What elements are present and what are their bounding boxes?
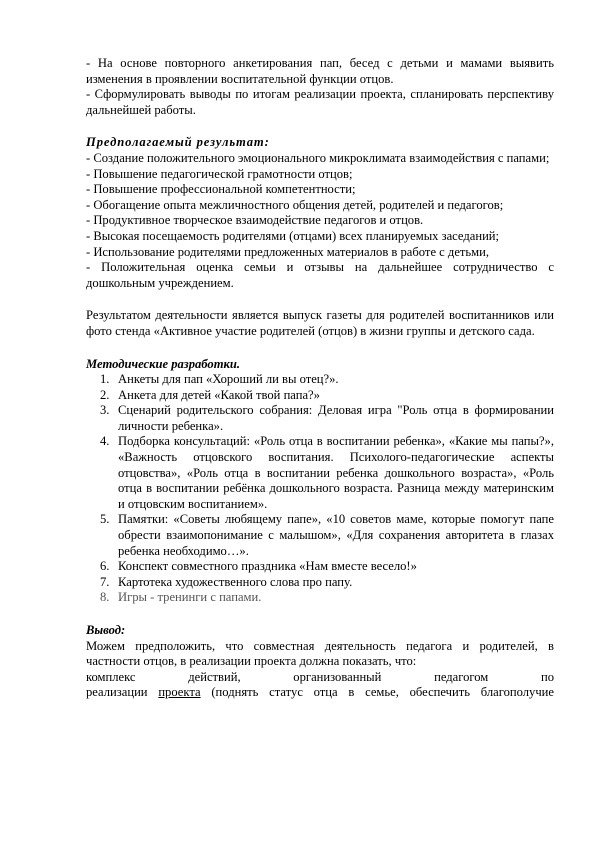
- list-item-text: Картотека художественного слова про папу.: [118, 574, 353, 589]
- list-number: 6.: [100, 559, 110, 574]
- document-body: [86, 56, 554, 701]
- list-item-text: Анкета для детей «Какой твой папа?»: [118, 387, 320, 402]
- intro-section: [86, 56, 554, 118]
- result-item: - Повышение профессиональной компетентности;: [86, 182, 356, 197]
- result-item: - Положительная оценка семьи и отзывы на дальнейшее сотрудничество с дошкольным учреждением.: [86, 260, 554, 290]
- result-item: - Создание положительного эмоционального микроклимата взаимодействия с папами;: [86, 150, 550, 165]
- result-item: - Использование родителями предложенных материалов в работе с детьми,: [86, 244, 490, 259]
- methods-list-item: [86, 575, 554, 591]
- result-item: - Высокая посещаемость родителями (отцами) всех планируемых заседаний;: [86, 228, 500, 243]
- methods-list-item: [86, 372, 554, 388]
- expected-result-section: [86, 135, 554, 291]
- conclusion-heading: Вывод:: [86, 623, 126, 637]
- list-number: 3.: [100, 403, 110, 418]
- methods-section: [86, 357, 554, 607]
- methods-list: [86, 372, 554, 606]
- methods-list-item: [86, 590, 554, 606]
- project-link[interactable]: проекта: [158, 685, 201, 700]
- conclusion-paragraph: Можем предположить, что совместная деятельность педагога и родителей, в частности отцов, в реализации проекта должна показать, что:: [86, 638, 554, 669]
- list-number: 2.: [100, 387, 110, 402]
- list-number: 7.: [100, 574, 110, 589]
- methods-heading: Методические разработки.: [86, 356, 241, 371]
- conclusion-section: [86, 623, 554, 701]
- methods-list-item: [86, 434, 554, 512]
- list-item-text: Конспект совместного праздника «Нам вместе весело!»: [118, 559, 417, 574]
- methods-list-item: [86, 403, 554, 434]
- list-item-text: Анкеты для пап «Хороший ли вы отец?».: [118, 372, 339, 387]
- list-item-text: Памятки: «Советы любящему папе», «10 советов маме, которые помогут папе обрести взаимопонимание с малышом», «Для сохранения авторитета в глазах ребенка необходимо…».: [118, 512, 554, 558]
- methods-list-item: [86, 559, 554, 575]
- list-item-text: Подборка консультаций: «Роль отца в воспитании ребенка», «Какие мы папы?», «Важность отцовского воспитания. Психолого-педагогические аспекты отцовства», «Роль отца в воспитании ребенка дошкольного возраста», «Роль отца в воспитании ребёнка дошкольного возраста. Разница между материнским и отцовским воспитанием».: [118, 434, 554, 511]
- list-item-text: Игры - тренинги с папами.: [118, 590, 262, 605]
- activity-result-paragraph: Результатом деятельности является выпуск газеты для родителей воспитанников или фото стенда «Активное участие родителей (отцов) в жизни группы и детского сада.: [86, 308, 554, 338]
- activity-result-section: [86, 308, 554, 339]
- list-item-text: Сценарий родительского собрания: Деловая игра "Роль отца в формировании личности ребенка».: [118, 403, 554, 433]
- result-item: - Обогащение опыта межличностного общения детей, родителей и педагогов;: [86, 197, 504, 212]
- expected-result-heading: Предполагаемый результат:: [86, 135, 270, 150]
- conclusion-line: [86, 685, 554, 701]
- intro-item: - Сформулировать выводы по итогам реализации проекта, спланировать перспективу дальнейшей работы.: [86, 87, 554, 117]
- conclusion-text: реализации: [86, 685, 159, 700]
- list-number: 5.: [100, 512, 110, 527]
- result-item: - Повышение педагогической грамотности отцов;: [86, 166, 353, 181]
- conclusion-line: комплекс действий, организованный педагогом по: [86, 669, 554, 684]
- methods-list-item: [86, 388, 554, 404]
- list-number: 1.: [100, 372, 110, 387]
- result-item: - Продуктивное творческое взаимодействие педагогов и отцов.: [86, 213, 424, 228]
- intro-item: - На основе повторного анкетирования пап, бесед с детьми и мамами выявить изменения в проявлении воспитательной функции отцов.: [86, 56, 554, 86]
- methods-list-item: [86, 512, 554, 559]
- list-number: 8.: [100, 590, 110, 605]
- conclusion-text: (поднять статус отца в семье, обеспечить благополучие: [200, 685, 554, 700]
- list-number: 4.: [100, 434, 110, 449]
